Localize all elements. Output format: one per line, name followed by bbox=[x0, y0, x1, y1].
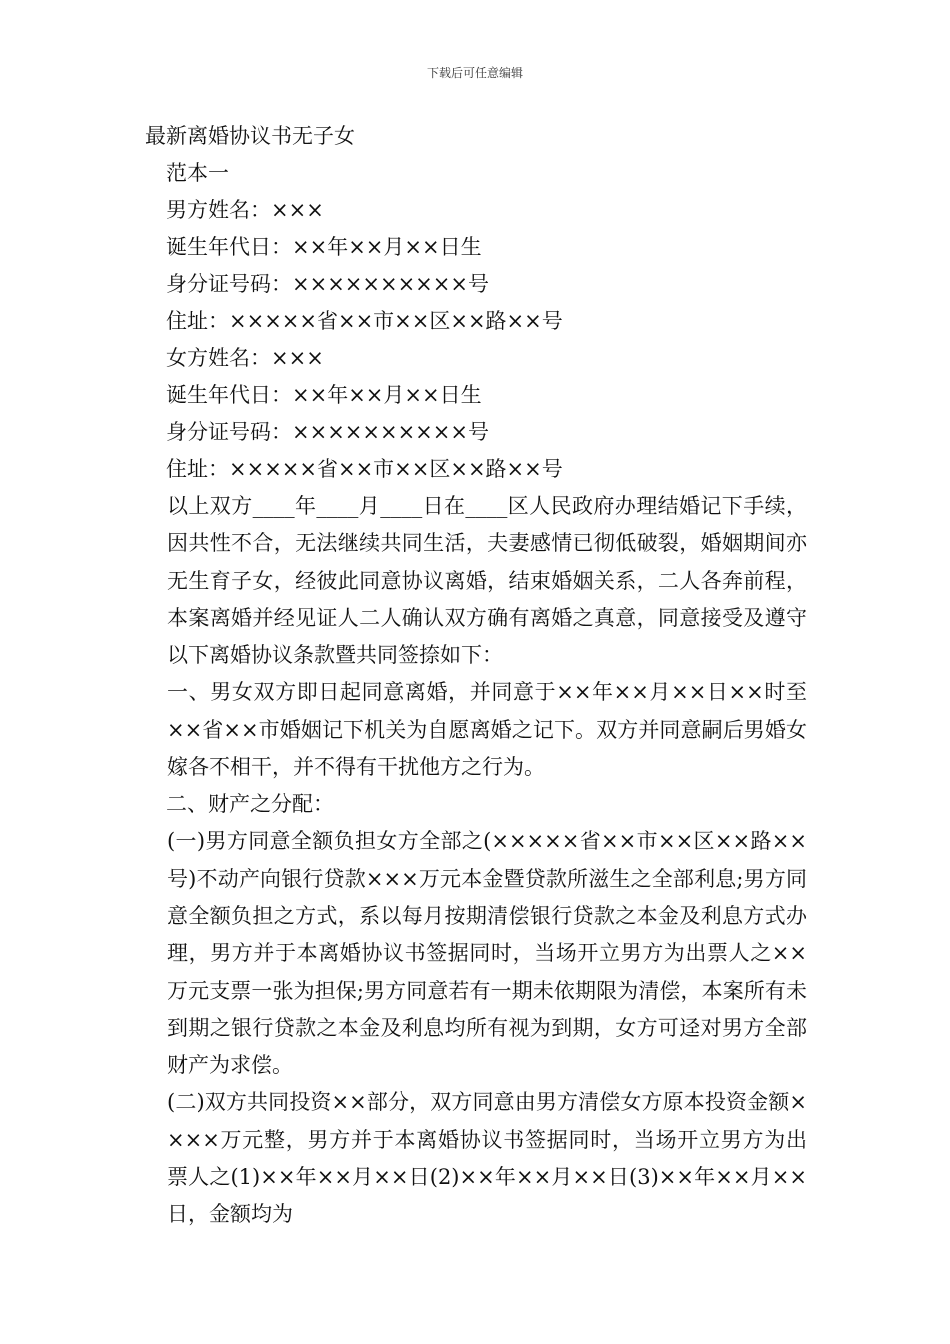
male-name: 男方姓名：××× bbox=[166, 198, 324, 222]
clause-2-2: (二)双方共同投资××部分，双方同意由男方清偿女方原本投资金额××××万元整，男方并于本离婚协议书签据同时，当场开立男方为出票人之(1)××年××月××日(2)××年××月××日(3)××年××月××日，金额均为 bbox=[167, 1090, 807, 1227]
female-name: 女方姓名：××× bbox=[166, 346, 324, 370]
document-body bbox=[145, 118, 807, 1234]
female-address: 住址：×××××省××市××区××路××号 bbox=[166, 457, 563, 481]
male-address: 住址：×××××省××市××区××路××号 bbox=[166, 309, 563, 333]
clause-2-1: (一)男方同意全额负担女方全部之(×××××省××市××区××路××号)不动产向银行贷款×××万元本金暨贷款所滋生之全部利息;男方同意全额负担之方式，系以每月按期清偿银行贷款之本金及利息方式办理，男方并于本离婚协议书签据同时，当场开立男方为出票人之××万元支票一张为担保;男方同意若有一期未依期限为清偿，本案所有未到期之银行贷款之本金及利息均所有视为到期，女方可迳对男方全部财产为求偿。 bbox=[167, 829, 807, 1078]
female-birth: 诞生年代日：××年××月××日生 bbox=[166, 383, 482, 407]
clause-2-title: 二、财产之分配： bbox=[166, 792, 334, 817]
intro-paragraph: 以上双方____年____月____日在____区人民政府办理结婚记下手续，因共性不合，无法继续共同生活，夫妻感情已彻低破裂，婚姻期间亦无生育子女，经彼此同意协议离婚，结束婚姻关系，二人各奔前程，本案离婚并经见证人二人确认双方确有离婚之真意，同意接受及遵守以下离婚协议条款暨共同签捺如下： bbox=[167, 494, 807, 668]
sample-label: 范本一 bbox=[166, 161, 229, 185]
male-birth: 诞生年代日：××年××月××日生 bbox=[166, 235, 482, 259]
male-id: 身分证号码：××××××××××号 bbox=[166, 272, 489, 296]
document-title: 最新离婚协议书无子女 bbox=[145, 124, 355, 148]
female-id: 身分证号码：××××××××××号 bbox=[166, 420, 489, 444]
clause-1: 一、男女双方即日起同意离婚，并同意于××年××月××日××时至××省××市婚姻记下机关为自愿离婚之记下。双方并同意嗣后男婚女嫁各不相干，并不得有干扰他方之行为。 bbox=[167, 680, 807, 780]
header-note: 下载后可任意编辑 bbox=[426, 66, 523, 80]
